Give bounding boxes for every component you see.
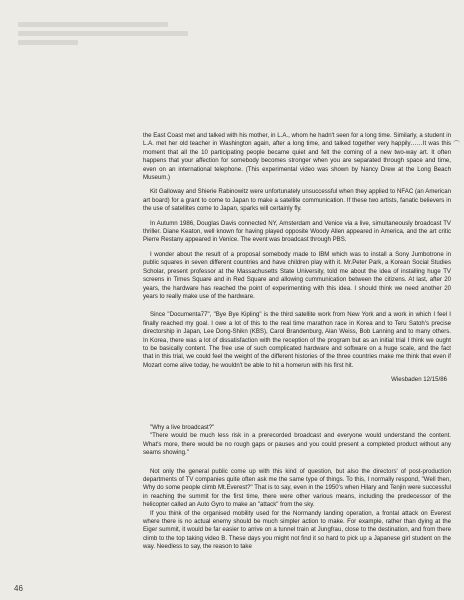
page-edge-mark <box>453 140 460 147</box>
paragraph: "Why a live broadcast?" <box>150 424 215 431</box>
paragraph: If you think of the organised mobility used for the Normandy landing operation, a frontal attack on Everest where there is no actual enemy should be much simpler action to make. For example, rather than dying at the Eiger summit, it would be far easier to arrive on a tunnel train at Jungfrau, close to the destination, and from there climb to the top taking video B. These days you might not find it so hard to pick up a Japanese girl student on the way. Needless to say, the reason to take <box>143 509 451 551</box>
paragraph: the East Coast met and talked with his mother, in L.A., whom he hadn't seen for a long time. Similarly, a student in L.A. met her old teacher in Washington again, after a long time, and talked together very happily……It was this moment that all the 10 participating people became quiet and felt the coming of a new two-way art. It often happens that your affection for somebody becomes stronger when you are separated through space and time, even on an international telephone. (This experimental video was shown by Nancy Drew at the Long Beach Museum.) <box>143 132 451 182</box>
paragraph: In Autumn 1986, Douglas Davis connected NY, Amsterdam and Venice via a live, simultaneously broadcast TV thriller. Diane Keaton, well known for having played opposite Woody Allen appeared in America, and the art critic Pierre Restany appeared in Venice. The event was broadcast through PBS. <box>143 219 451 244</box>
show-through-text <box>18 22 198 49</box>
signature-dateline: Wiesbaden 12/15/86 <box>391 376 447 384</box>
page-number: 46 <box>14 584 23 593</box>
lower-text-block <box>143 424 451 558</box>
paragraph: I wonder about the result of a proposal somebody made to IBM which was to install a Sony Jumbotrone in public squares in seven different countries and have children play with it. Mr.Peter Park, a Korean Social Studies Scholar, present professor at the Massachusetts State University, told me about the idea of installing huge TV screens in Times Square and in Red Square and allowing cummunication between the citizens. At last, after 20 years, the hardware has reached the point of experimenting with this idea. I should think we need another 20 years to really make use of the hardware. <box>143 250 451 300</box>
upper-text-block <box>143 132 451 384</box>
paragraph: Since "Documenta77", "Bye Bye Kipling" is the third satellite work from New York and a work in which I feel I finally reached my goal. I owe a lot of this to the real time marathon race in Korea and to Teru Satoh's precise directorship in Japan, Lee Dong-Shikn (KBS), Carol Brandenburg, Alan Weiss, Bob Lanning and to many others. In Korea, there was a lot of dissatisfaction with the reception of the program but as an initial trial I think we ought to be basically content. The free use of such complicated hardware and software on a huge scale, and the fact that in this trial, we could feel the weight of the different histories of the three countries make me think that even if Mozart come alive today, he wouldn't be able to hit a homerun with his first hit. <box>143 311 451 369</box>
paragraph: Not only the general public come up with this kind of question, but also the directors' of post-production departments of TV companies quite often ask me the same type of things. To this, I normally respond, "Well then, Why do some people climb Mt.Everest?" That is to say, even in the 1950's when Hilary and Tenjin were successful in reaching the summit for the first time, there were other various means, including the predecessor of the helicopter called an Auto Gyro to make an "attack" from the sky. <box>143 467 451 509</box>
paragraph: Kit Galloway and Shierie Rabinowitz were unfortunately unsuccessful when they applied to NFAC (an American art board) for a grant to come to Japan to make a satellite communication. If these two artists, fanatic believers in the use of satellites come to Japan, sparks will certainly fly. <box>143 188 451 213</box>
paragraph: "There would be much less risk in a prerecorded broadcast and everyone would understand the content. What's more, there would be no rough gaps or pauses and you could present a completed product without any seams showing." <box>143 432 451 457</box>
